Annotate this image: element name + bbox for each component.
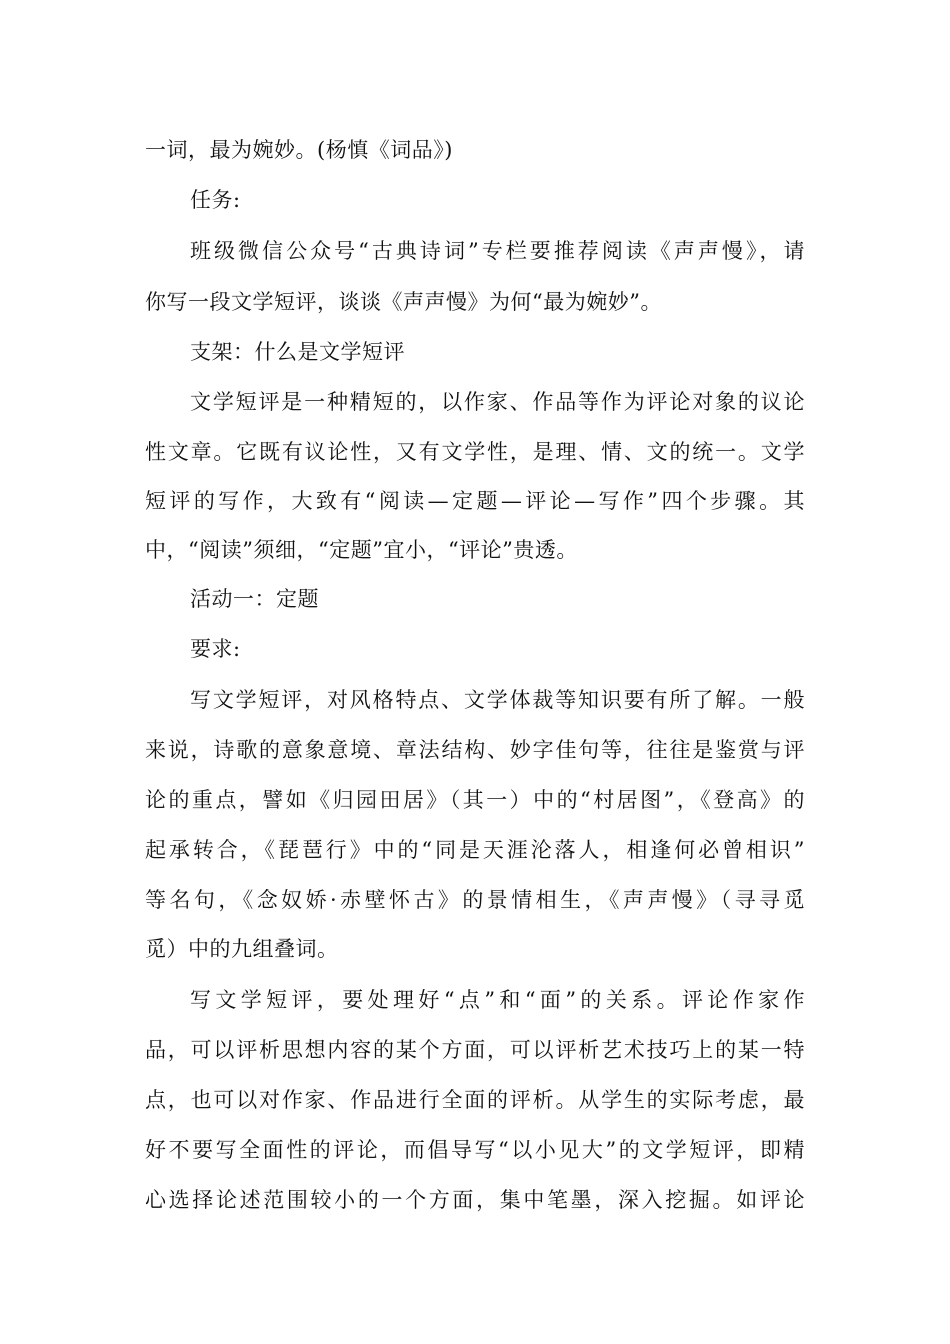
text-line: 写文学短评，对风格特点、文学体裁等知识要有所了解。一般 — [190, 688, 805, 712]
text-line: 点，也可以对作家、作品进行全面的评析。从学生的实际考虑，最 — [145, 1088, 805, 1112]
text-line: 中，“阅读”须细，“定题”宜小，“评论”贵透。 — [145, 538, 578, 562]
text-line: 短评的写作，大致有“阅读—定题—评论—写作”四个步骤。其 — [145, 489, 805, 513]
text-line: 任务: — [190, 188, 241, 212]
text-line: 性文章。它既有议论性，又有文学性，是理、情、文的统一。文学 — [145, 440, 805, 464]
text-line: 觅）中的九组叠词。 — [145, 937, 339, 961]
text-line: 支架：什么是文学短评 — [190, 340, 405, 364]
text-line: 一词，最为婉妙。(杨慎《词品》) — [145, 138, 453, 162]
text-line: 品，可以评析思想内容的某个方面，可以评析艺术技巧上的某一特 — [145, 1038, 805, 1062]
text-line: 文学短评是一种精短的，以作家、作品等作为评论对象的议论 — [190, 390, 805, 414]
text-line: 心选择论述范围较小的一个方面，集中笔墨，深入挖掘。如评论 — [145, 1188, 805, 1212]
text-line: 班级微信公众号“古典诗词”专栏要推荐阅读《声声慢》，请 — [190, 239, 805, 263]
text-line: 写文学短评，要处理好“点”和“面”的关系。评论作家作 — [190, 988, 805, 1012]
text-line: 起承转合，《琵琶行》中的“同是天涯沦落人，相逢何必曾相识” — [145, 838, 805, 862]
text-line: 等名句，《念奴娇·赤壁怀古》的景情相生，《声声慢》（寻寻觅 — [145, 888, 805, 912]
text-line: 你写一段文学短评，谈谈《声声慢》为何“最为婉妙”。 — [145, 290, 662, 314]
text-line: 来说，诗歌的意象意境、章法结构、妙字佳句等，往往是鉴赏与评 — [145, 738, 805, 762]
text-line: 论的重点，譬如《归园田居》（其一）中的“村居图”，《登高》的 — [145, 788, 805, 812]
text-line: 好不要写全面性的评论，而倡导写“以小见大”的文学短评，即精 — [145, 1138, 805, 1162]
text-line: 要求: — [190, 637, 241, 661]
text-line: 活动一：定题 — [190, 587, 319, 611]
